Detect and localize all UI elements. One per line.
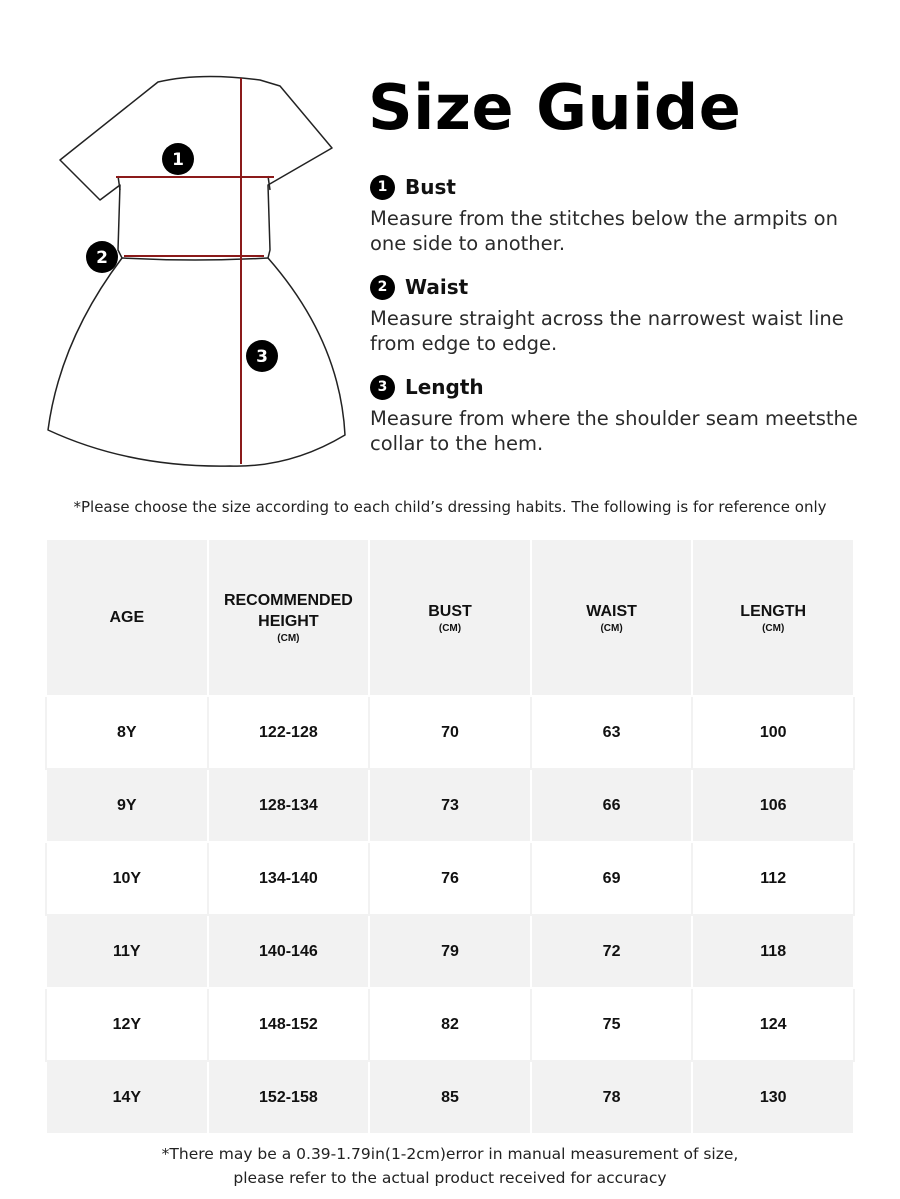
cell-length: 106 bbox=[692, 769, 854, 842]
table-row bbox=[46, 769, 854, 842]
header-waist: WAIST (CM) bbox=[531, 539, 693, 696]
cell-bust: 76 bbox=[369, 842, 531, 915]
reference-note: *Please choose the size according to each child’s dressing habits. The following is for reference only bbox=[73, 498, 827, 516]
cell-waist: 69 bbox=[531, 842, 693, 915]
dress-illustration bbox=[40, 70, 360, 470]
cell-age: 10Y bbox=[46, 842, 208, 915]
cell-height: 122-128 bbox=[208, 696, 370, 769]
cell-age: 12Y bbox=[46, 988, 208, 1061]
table-row bbox=[46, 915, 854, 988]
measurement-bust bbox=[370, 172, 880, 256]
measurement-description: Measure from where the shoulder seam meetsthe collar to the hem. bbox=[370, 407, 858, 455]
measurement-description: Measure straight across the narrowest waist line from edge to edge. bbox=[370, 307, 844, 355]
measurement-description: Measure from the stitches below the armpits on one side to another. bbox=[370, 207, 838, 255]
header-length: LENGTH (CM) bbox=[692, 539, 854, 696]
cell-age: 8Y bbox=[46, 696, 208, 769]
cell-height: 134-140 bbox=[208, 842, 370, 915]
cell-waist: 75 bbox=[531, 988, 693, 1061]
marker-3-icon bbox=[246, 340, 278, 372]
table-row bbox=[46, 988, 854, 1061]
cell-waist: 78 bbox=[531, 1061, 693, 1134]
cell-length: 112 bbox=[692, 842, 854, 915]
measurement-waist bbox=[370, 272, 880, 356]
cell-length: 130 bbox=[692, 1061, 854, 1134]
svg-text:1: 1 bbox=[172, 150, 184, 170]
number-1-icon: 1 bbox=[370, 175, 395, 200]
svg-text:3: 3 bbox=[256, 347, 268, 367]
cell-height: 148-152 bbox=[208, 988, 370, 1061]
cell-length: 100 bbox=[692, 696, 854, 769]
cell-waist: 63 bbox=[531, 696, 693, 769]
measurement-length bbox=[370, 372, 880, 456]
cell-bust: 85 bbox=[369, 1061, 531, 1134]
table-row bbox=[46, 842, 854, 915]
cell-length: 118 bbox=[692, 915, 854, 988]
table-row bbox=[46, 696, 854, 769]
dress-outline bbox=[48, 76, 345, 466]
cell-bust: 79 bbox=[369, 915, 531, 988]
cell-age: 9Y bbox=[46, 769, 208, 842]
marker-2-icon bbox=[86, 241, 118, 273]
table-header-row bbox=[46, 539, 854, 696]
header-height: RECOMMENDED HEIGHT (CM) bbox=[208, 539, 370, 696]
cell-age: 11Y bbox=[46, 915, 208, 988]
marker-1-icon bbox=[162, 143, 194, 175]
cell-age: 14Y bbox=[46, 1061, 208, 1134]
measurement-name: Bust bbox=[405, 175, 456, 199]
cell-waist: 72 bbox=[531, 915, 693, 988]
number-3-icon: 3 bbox=[370, 375, 395, 400]
svg-text:2: 2 bbox=[96, 248, 108, 268]
page-title: Size Guide bbox=[368, 71, 742, 144]
number-2-icon: 2 bbox=[370, 275, 395, 300]
size-table bbox=[45, 538, 855, 1135]
table-row bbox=[46, 1061, 854, 1134]
measurement-name: Waist bbox=[405, 275, 469, 299]
cell-waist: 66 bbox=[531, 769, 693, 842]
cell-height: 128-134 bbox=[208, 769, 370, 842]
cell-height: 140-146 bbox=[208, 915, 370, 988]
header-bust: BUST (CM) bbox=[369, 539, 531, 696]
cell-bust: 70 bbox=[369, 696, 531, 769]
cell-bust: 82 bbox=[369, 988, 531, 1061]
cell-length: 124 bbox=[692, 988, 854, 1061]
header-age: AGE bbox=[46, 539, 208, 696]
cell-bust: 73 bbox=[369, 769, 531, 842]
measurement-name: Length bbox=[405, 375, 484, 399]
cell-height: 152-158 bbox=[208, 1061, 370, 1134]
accuracy-note: *There may be a 0.39-1.79in(1-2cm)error in manual measurement of size, please refer to the actual product received for accuracy bbox=[161, 1145, 739, 1187]
